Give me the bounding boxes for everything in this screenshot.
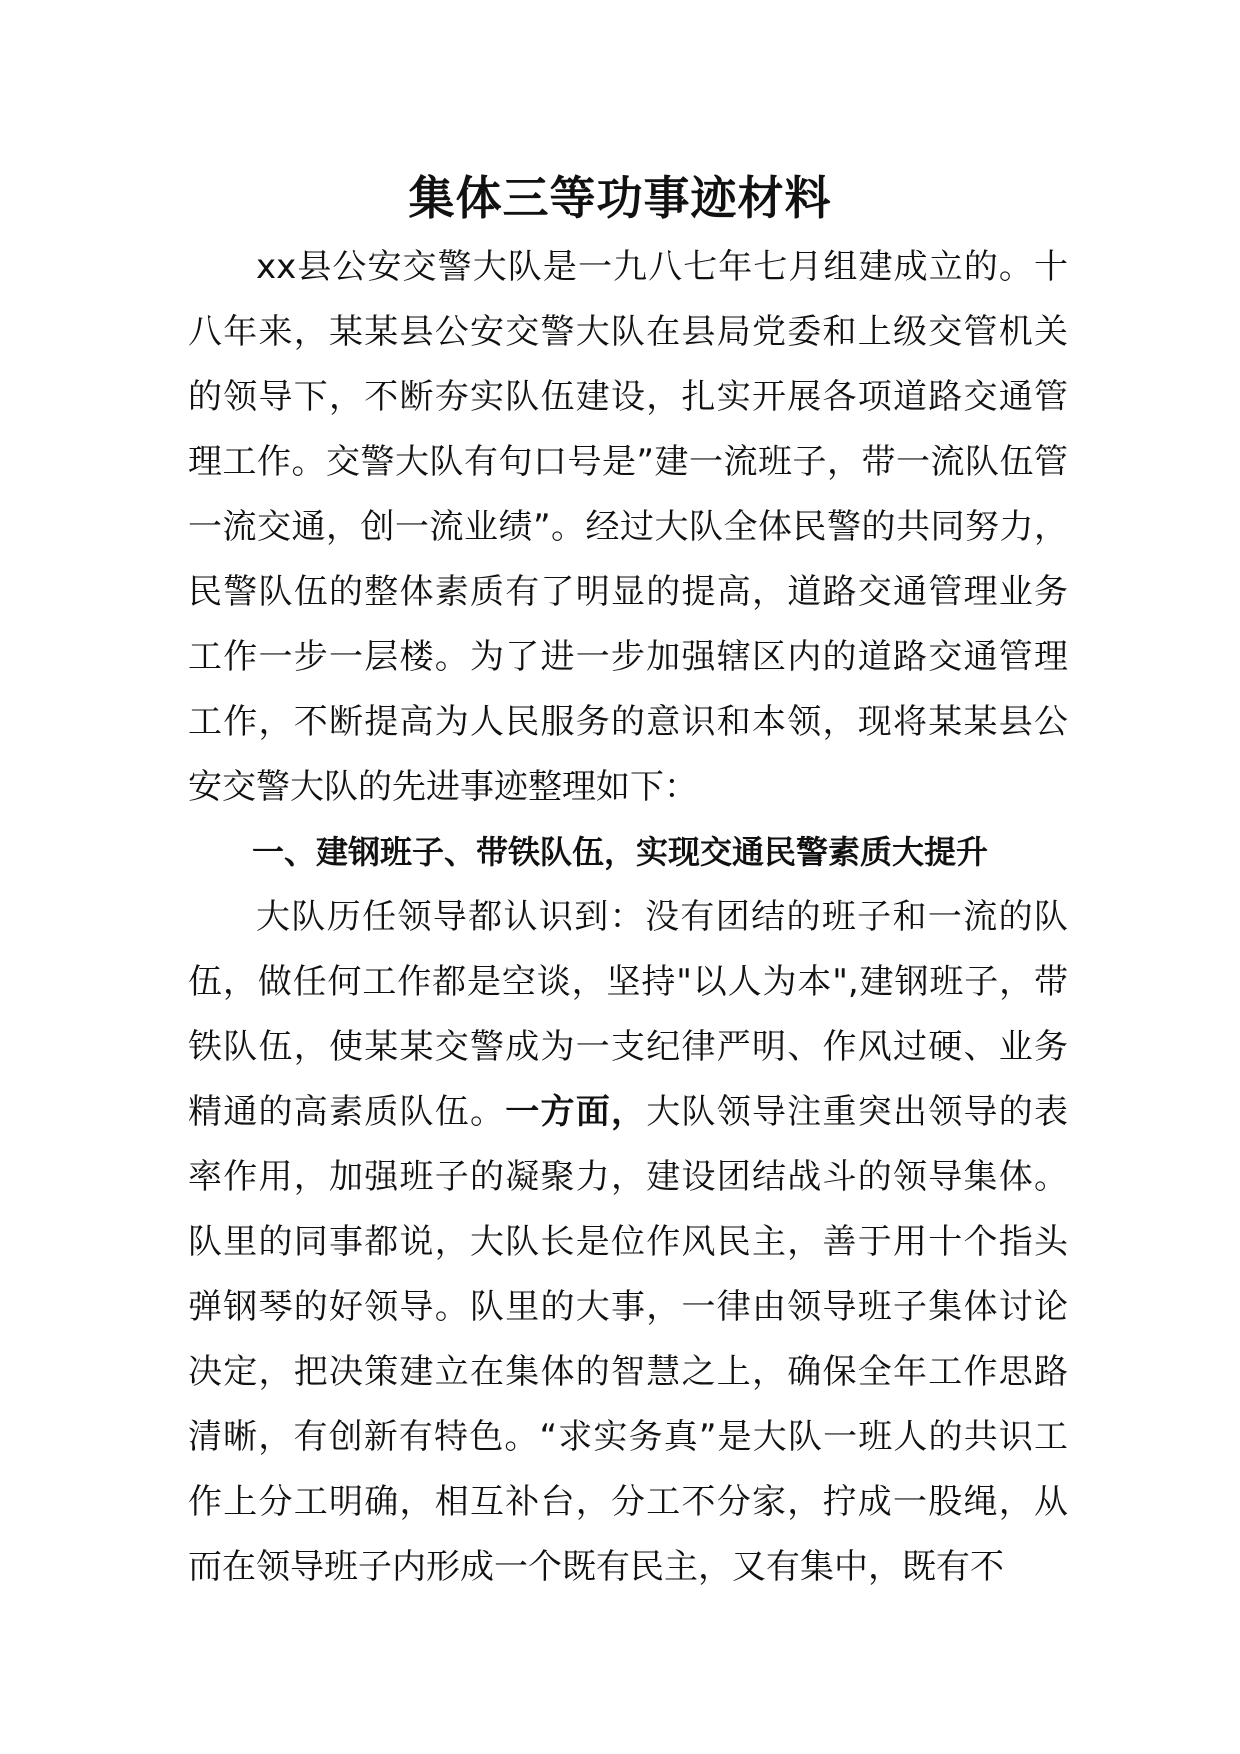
document-title: 集体三等功事迹材料 [408, 171, 832, 225]
section-1-emphasis: 一方面， [505, 1092, 647, 1132]
section-1-paragraph [188, 885, 1068, 1600]
section-1-paragraph-start: 大队历任领导都认识到：没有团结的班子和一流的队伍，做任何工作都是空谈，坚持"以人为本",建钢班子，带铁队伍，使某某交警成为一支纪律严明、作风过硬、业务精通的高素质队伍。 [188, 897, 1068, 1132]
document-body [188, 235, 1068, 1600]
section-1-paragraph-rest: 大队领导注重突出领导的表率作用，加强班子的凝聚力，建设团结战斗的领导集体。队里的同事都说，大队长是位作风民主，善于用十个指头弹钢琴的好领导。队里的大事，一律由领导班子集体讨论决定，把决策建立在集体的智慧之上，确保全年工作思路清晰，有创新有特色。“求实务真”是大队一班人的共识工作上分工明确，相互补台，分工不分家，拧成一股绳，从而在领导班子内形成一个既有民主，又有集中，既有不 [188, 1092, 1068, 1587]
intro-paragraph: xx县公安交警大队是一九八七年七月组建成立的。十八年来，某某县公安交警大队在县局党委和上级交管机关的领导下，不断夯实队伍建设，扎实开展各项道路交通管理工作。交警大队有句口号是”建一流班子，带一流队伍管一流交通，创一流业绩”。经过大队全体民警的共同努力，民警队伍的整体素质有了明显的提高，道路交通管理业务工作一步一层楼。为了进一步加强辖区内的道路交通管理工作，不断提高为人民服务的意识和本领，现将某某县公安交警大队的先进事迹整理如下： [188, 247, 1068, 807]
section-heading-1: 一、建钢班子、带铁队伍，实现交通民警素质大提升 [252, 833, 989, 871]
